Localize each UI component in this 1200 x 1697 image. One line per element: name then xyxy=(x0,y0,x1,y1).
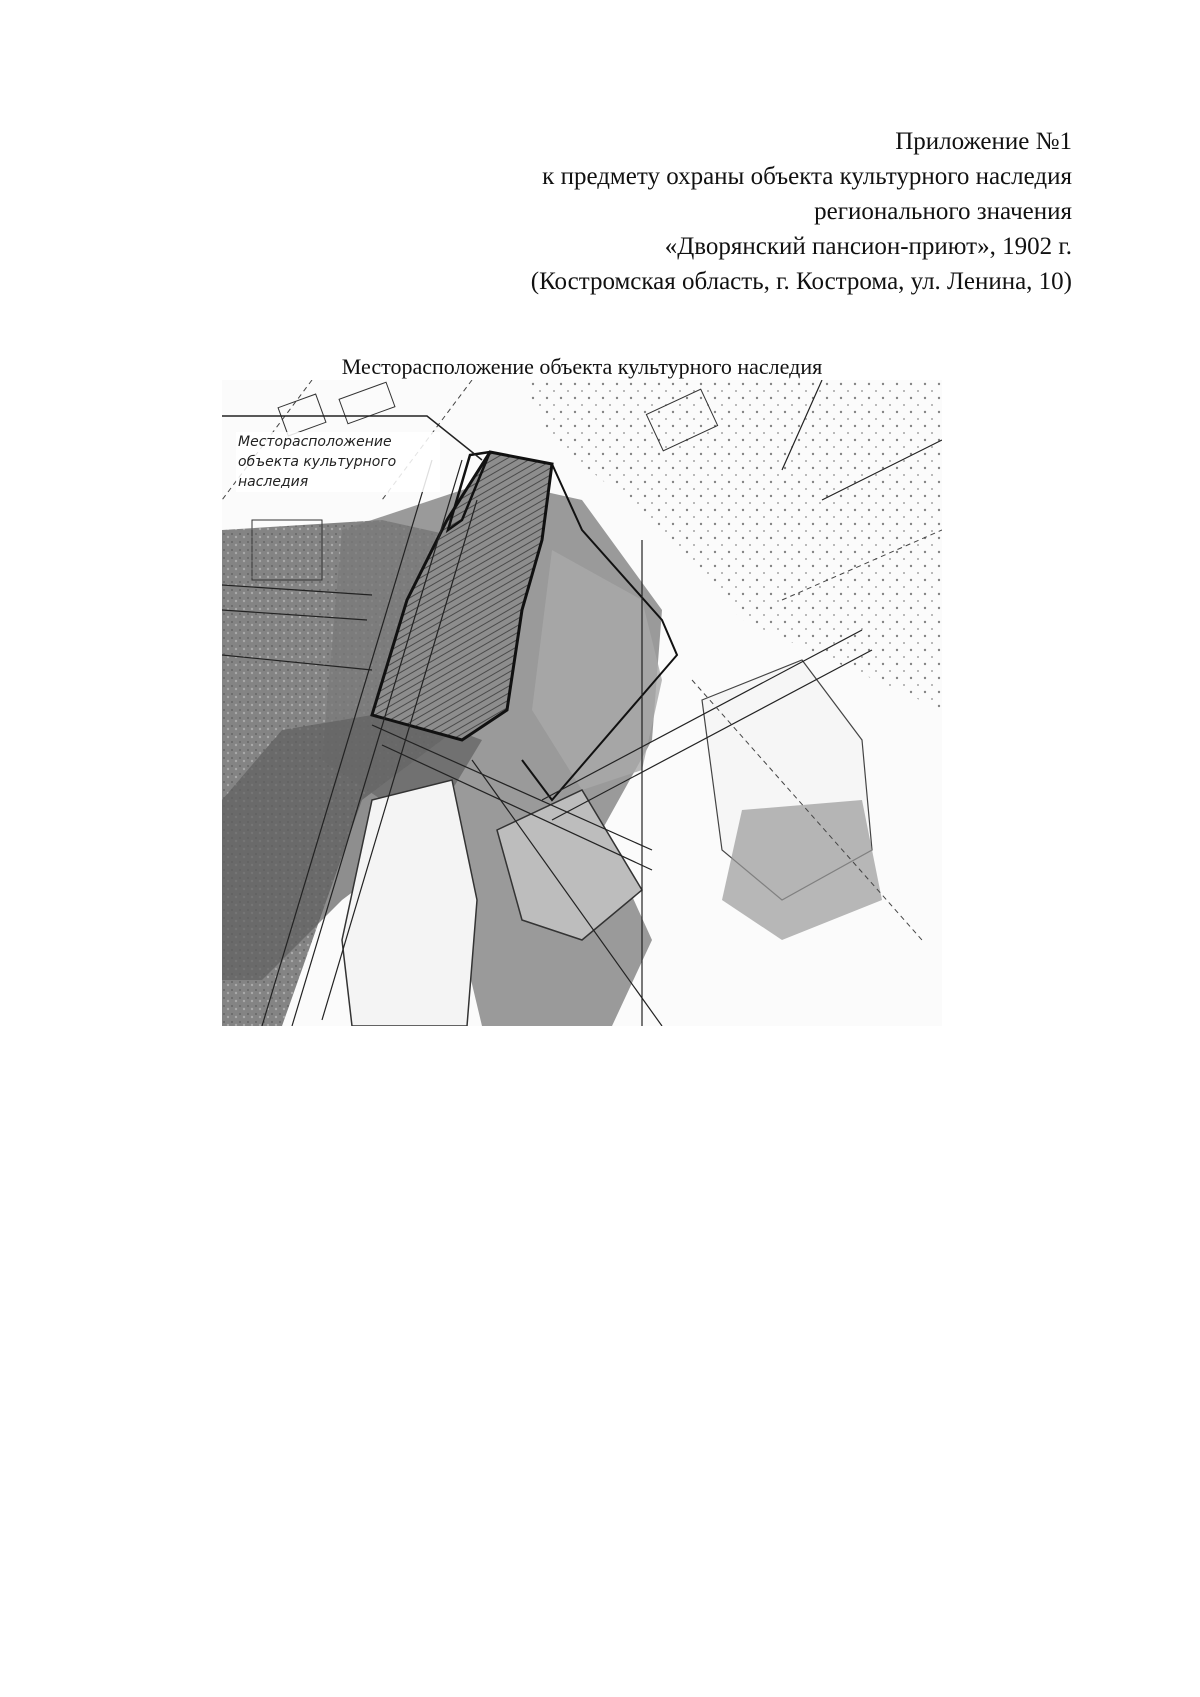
map-title: Месторасположение объекта культурного наследия xyxy=(341,354,823,379)
callout-line-3: наследия xyxy=(238,474,309,490)
site-map xyxy=(222,380,942,1026)
heritage-callout xyxy=(236,432,440,492)
callout-line-2: объекта культурного xyxy=(238,454,397,470)
callout-line-1: Месторасположение xyxy=(238,434,392,450)
appendix-subject: к предмету охраны объекта культурного наследия xyxy=(542,163,1072,190)
appendix-number: Приложение №1 xyxy=(895,128,1072,155)
appendix-header xyxy=(360,124,1072,299)
appendix-significance: регионального значения xyxy=(814,198,1072,225)
appendix-object-name: «Дворянский пансион-приют», 1902 г. xyxy=(664,233,1072,260)
appendix-address: (Костромская область, г. Кострома, ул. Ленина, 10) xyxy=(530,268,1072,295)
